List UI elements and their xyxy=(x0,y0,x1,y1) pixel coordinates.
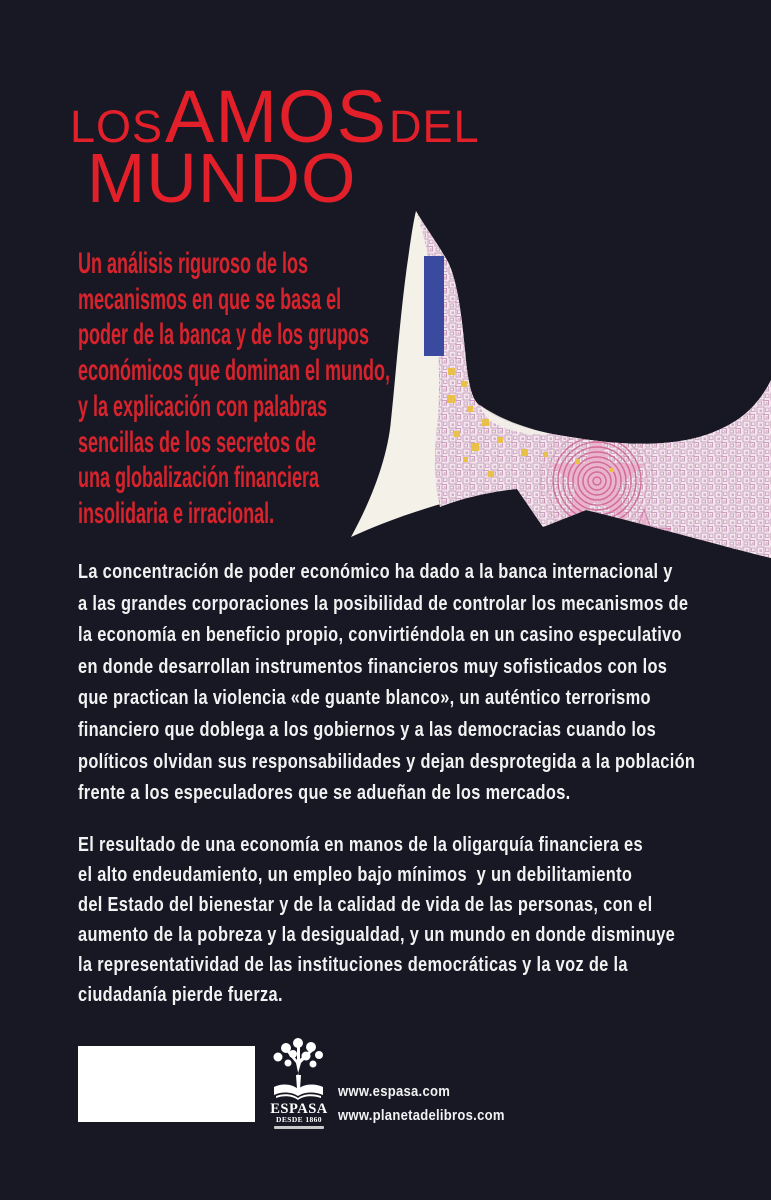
intro-line: poder de la banca y de los grupos xyxy=(78,318,370,352)
book-title-line-2 xyxy=(87,139,357,217)
tree-book-icon xyxy=(266,1037,332,1103)
title-word-amos: AMOS xyxy=(165,75,387,158)
body-paragraph-1 xyxy=(78,556,771,809)
body-paragraph-2 xyxy=(78,830,771,1010)
body-line: financiero que doblega a los gobiernos y a las democracias cuando los xyxy=(78,717,657,741)
publisher-micro-text xyxy=(274,1126,324,1129)
title-word-los: LOS xyxy=(70,101,164,152)
intro-line: económicos que dominan el mundo, xyxy=(78,354,391,388)
title-word-mundo: MUNDO xyxy=(87,139,357,217)
body-line: políticos olvidan sus responsabilidades y dejan desprotegida a la población xyxy=(78,749,696,773)
publisher-name: ESPASA xyxy=(270,1101,328,1117)
intro-line: Un análisis riguroso de los xyxy=(78,247,309,280)
website-planetadelibros: www.planetadelibros.com xyxy=(338,1108,505,1124)
body-line: la economía en beneficio propio, convirtiéndola en un casino especulativo xyxy=(78,623,682,647)
body-line: La concentración de poder económico ha dado a la banca internacional y xyxy=(78,560,673,583)
intro-line: sencillas de los secretos de xyxy=(78,425,317,459)
intro-paragraph xyxy=(78,246,598,532)
body-line: que practican la violencia «de guante blanco», un auténtico terrorismo xyxy=(78,686,651,710)
website-espasa: www.espasa.com xyxy=(338,1084,451,1100)
intro-line: y la explicación con palabras xyxy=(78,389,328,423)
title-word-del: DEL xyxy=(388,101,480,152)
intro-line: una globalización financiera xyxy=(78,461,320,495)
body-line: aumento de la pobreza y la desigualdad, y un mundo en donde disminuye xyxy=(78,923,676,946)
body-line: ciudadanía pierde fuerza. xyxy=(78,983,283,1006)
intro-line: mecanismos en que se basa el xyxy=(78,282,342,316)
body-line: la representatividad de las instituciones democráticas y la voz de la xyxy=(78,953,628,976)
body-line: en donde desarrollan instrumentos financieros muy sofisticados con los xyxy=(78,654,668,678)
body-line: frente a los especuladores que se adueñan de los mercados. xyxy=(78,781,571,805)
barcode-placeholder xyxy=(78,1046,255,1122)
espasa-logo xyxy=(264,1037,334,1129)
body-line: el alto endeudamiento, un empleo bajo mínimos y un debilitamiento xyxy=(78,863,633,886)
body-line: del Estado del bienestar y de la calidad de vida de las personas, con el xyxy=(78,893,653,916)
body-line: El resultado de una economía en manos de la oligarquía financiera es xyxy=(78,833,643,856)
intro-line: insolidaria e irracional. xyxy=(78,496,275,530)
body-line: a las grandes corporaciones la posibilidad de controlar los mecanismos de xyxy=(78,591,689,615)
publisher-since: DESDE 1860 xyxy=(276,1115,322,1124)
